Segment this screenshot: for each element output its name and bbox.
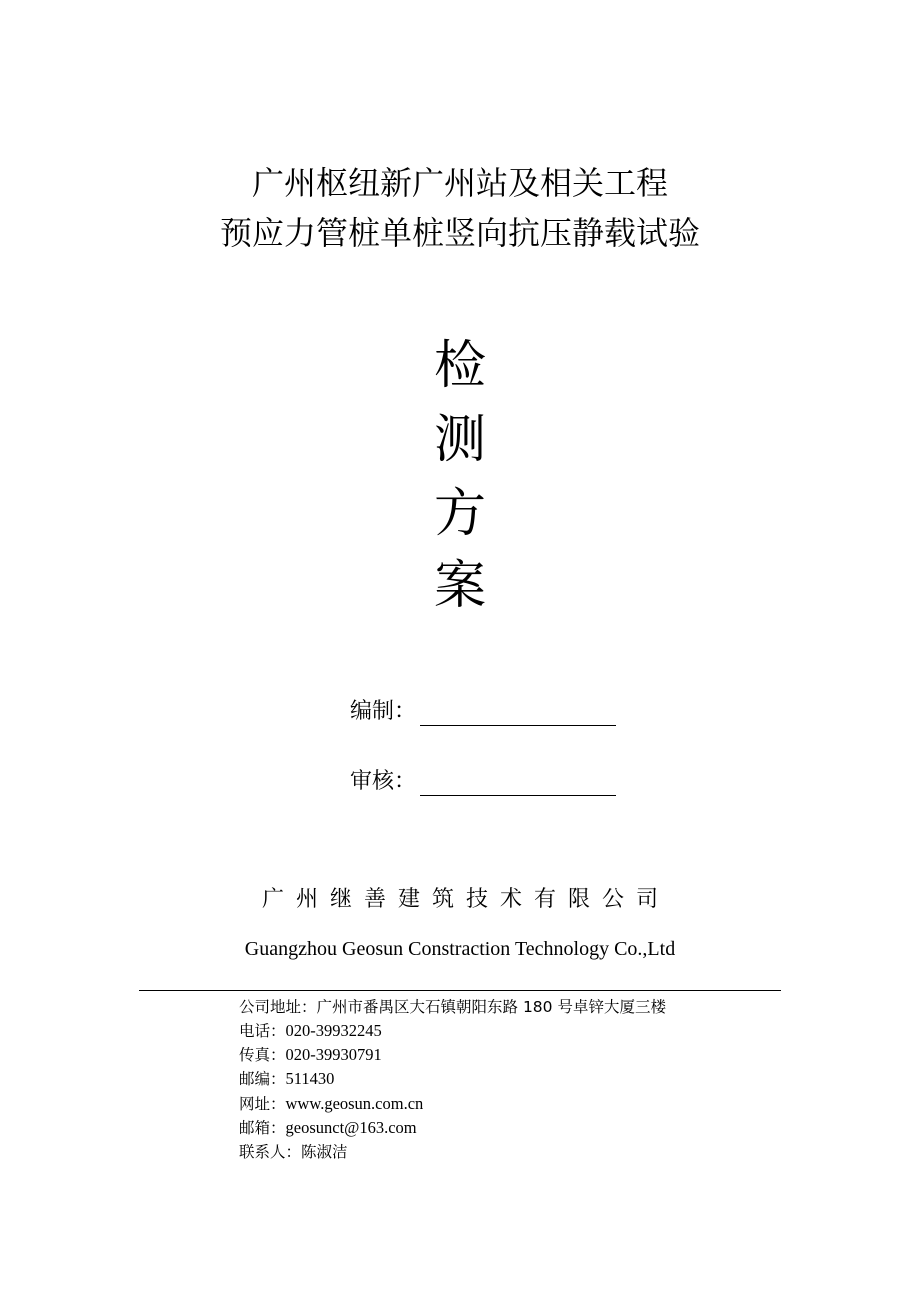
contact-person: [239, 1141, 348, 1163]
contact-fax: [239, 1044, 382, 1066]
title-line-1: 广州枢纽新广州站及相关工程: [251, 164, 668, 202]
doc-type-char-4: 案: [433, 556, 486, 616]
fax-value: 020-39930791: [285, 1045, 382, 1064]
doc-type-char-1: 检: [433, 336, 486, 396]
compile-signature-row: [350, 698, 616, 726]
title-line-2: 预应力管桩单桩竖向抗压静载试验: [219, 214, 700, 252]
doc-type-char-2: 测: [433, 410, 486, 470]
company-name-en: Guangzhou Geosun Constraction Technology Co.,Ltd: [244, 938, 676, 960]
contact-website: [239, 1093, 423, 1115]
contact-person-value: 陈淑洁: [301, 1143, 348, 1161]
review-label: 审核：: [350, 769, 417, 794]
address-value: 广州市番禺区大石镇朝阳东路 180 号卓锌大厦三楼: [316, 998, 666, 1016]
phone-label: 电话：: [239, 1022, 286, 1040]
email-label: 邮箱：: [239, 1119, 286, 1137]
compile-signature-line: [420, 701, 616, 726]
review-signature-row: [350, 768, 616, 796]
contact-email: [239, 1117, 417, 1139]
website-value[interactable]: www.geosun.com.cn: [285, 1094, 424, 1113]
postcode-label: 邮编：: [239, 1070, 286, 1088]
compile-label: 编制：: [350, 699, 417, 724]
contact-phone: [239, 1020, 382, 1042]
address-label: 公司地址：: [239, 998, 317, 1016]
company-name-cn: 广州继善建筑技术有限公司: [261, 887, 670, 912]
contact-postcode: [239, 1068, 334, 1090]
contact-person-label: 联系人：: [239, 1143, 302, 1161]
contact-address: [239, 996, 666, 1018]
doc-type-char-3: 方: [433, 484, 486, 544]
phone-value: 020-39932245: [285, 1021, 382, 1040]
website-label: 网址：: [239, 1095, 286, 1113]
email-value[interactable]: geosunct@163.com: [285, 1118, 417, 1137]
postcode-value: 511430: [285, 1069, 335, 1088]
footer-divider: [139, 990, 781, 991]
review-signature-line: [420, 771, 616, 796]
fax-label: 传真：: [239, 1046, 286, 1064]
